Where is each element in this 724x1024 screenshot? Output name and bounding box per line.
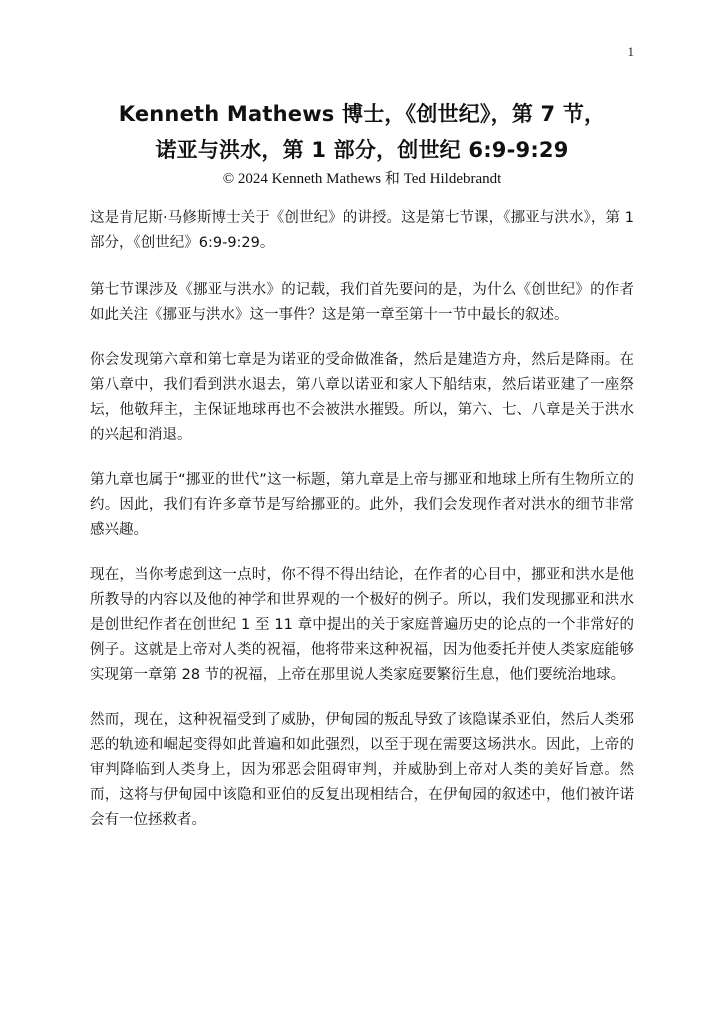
paragraph-6: 然而，现在，这种祝福受到了威胁，伊甸园的叛乱导致了该隐谋杀亚伯，然后人类邪恶的轨迹和崛起变得如此普遍和如此强烈，以至于现在需要这场洪水。因此，上帝的审判降临到人类身上，因为邪恶会阻碍审判，并威胁到上帝对人类的美好旨意。然而，这将与伊甸园中该隐和亚伯的反复出现相结合，在伊甸园的叙述中，他们被许诺会有一位拯救者。 bbox=[90, 712, 634, 828]
paragraph-4: 第九章也属于“挪亚的世代”这一标题，第九章是上帝与挪亚和地球上所有生物所立的约。因此，我们有许多章节是写给挪亚的。此外，我们会发现作者对洪水的细节非常感兴趣。 bbox=[90, 472, 634, 538]
title-line-1: Kenneth Mathews 博士，《创世纪》，第 7 节， bbox=[118, 102, 606, 126]
page-number: 1 bbox=[627, 44, 634, 59]
title-line-2: 诺亚与洪水，第 1 部分，创世纪 6:9-9:29 bbox=[155, 138, 569, 162]
paragraph-2: 第七节课涉及《挪亚与洪水》的记载，我们首先要问的是，为什么《创世纪》的作者如此关注《挪亚与洪水》这一事件？这是第一章至第十一节中最长的叙述。 bbox=[90, 282, 634, 323]
copyright-line: © 2024 Kenneth Mathews 和 Ted Hildebrandt bbox=[222, 171, 502, 187]
paragraph-5: 现在，当你考虑到这一点时，你不得不得出结论，在作者的心目中，挪亚和洪水是他所教导的内容以及他的神学和世界观的一个极好的例子。所以，我们发现挪亚和洪水是创世纪作者在创世纪 1 至 11 章中提出的关于家庭普遍历史的论点的一个非常好的例子。这就是上帝对人类的祝福，他将带来这种祝福，因为他委托并使人类家庭能够实现第一章第 28 节的祝福，上帝在那里说人类家庭要繁衍生息，他们要统治地球。 bbox=[90, 567, 634, 683]
paragraph-1: 这是肯尼斯·马修斯博士关于《创世纪》的讲授。这是第七节课，《挪亚与洪水》，第 1 部分，《创世纪》6:9-9:29。 bbox=[90, 210, 634, 251]
document-title bbox=[90, 0, 634, 168]
paragraph-3: 你会发现第六章和第七章是为诺亚的受命做准备，然后是建造方舟，然后是降雨。在第八章中，我们看到洪水退去，第八章以诺亚和家人下船结束，然后诺亚建了一座祭坛，他敬拜主，主保证地球再也不会被洪水摧毁。所以，第六、七、八章是关于洪水的兴起和消退。 bbox=[90, 352, 634, 443]
